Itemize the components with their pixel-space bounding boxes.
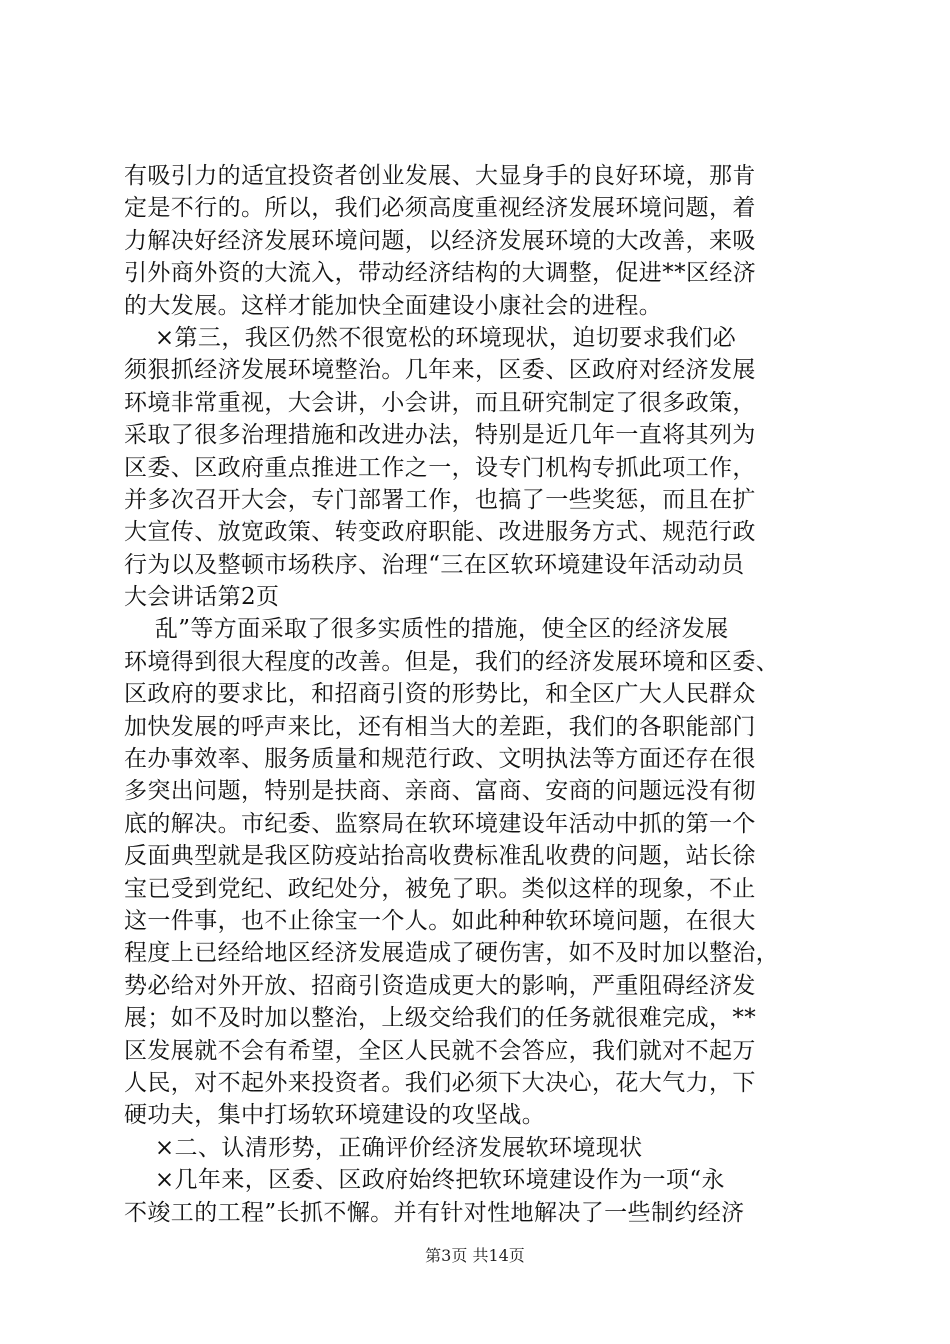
text-line: 并多次召开大会，专门部署工作，也搞了一些奖惩，而且在扩: [124, 486, 756, 513]
text-line: 定是不行的。所以，我们必须高度重视经济发展环境问题，着: [124, 195, 756, 222]
text-line: 硬功夫，集中打场软环境建设的攻坚战。: [124, 1102, 546, 1129]
text-line: 反面典型就是我区防疫站抬高收费标准乱收费的问题，站长徐: [124, 843, 756, 870]
text-line: 大宣传、放宽政策、转变政府职能、改进服务方式、规范行政: [124, 519, 756, 546]
text-line: 展；如不及时加以整治，上级交给我们的任务就很难完成，**: [124, 1005, 757, 1032]
text-line: 区发展就不会有希望，全区人民就不会答应，我们就对不起万: [124, 1037, 756, 1064]
text-line: ×第三，我区仍然不很宽松的环境现状，迫切要求我们必: [124, 324, 737, 351]
text-line: 有吸引力的适宜投资者创业发展、大显身手的良好环境，那肯: [124, 163, 756, 189]
text-line: 加快发展的呼声来比，还有相当大的差距，我们的各职能部门: [124, 713, 756, 740]
text-line: 不竣工的工程”长抓不懈。并有针对性地解决了一些制约经济: [124, 1199, 745, 1226]
text-line: 环境非常重视，大会讲，小会讲，而且研究制定了很多政策，: [124, 389, 756, 416]
text-line: ×几年来，区委、区政府始终把软环境建设作为一项“永: [124, 1167, 725, 1194]
text-line: 采取了很多治理措施和改进办法，特别是近几年一直将其列为: [124, 422, 756, 449]
text-line: 大会讲话第2页: [124, 584, 280, 611]
text-line: 乱”等方面采取了很多实质性的措施，使全区的经济发展: [124, 616, 729, 643]
body-text: [124, 160, 834, 1229]
text-line: ×二、认清形势，正确评价经济发展软环境现状: [124, 1134, 643, 1161]
text-line: 多突出问题，特别是扶商、亲商、富商、安商的问题远没有彻: [124, 778, 756, 805]
text-line: 宝已受到党纪、政纪处分，被免了职。类似这样的现象，不止: [124, 875, 756, 902]
text-line: 区政府的要求比，和招商引资的形势比，和全区广大人民群众: [124, 681, 756, 708]
text-line: 的大发展。这样才能加快全面建设小康社会的进程。: [124, 292, 663, 319]
text-line: 须狠抓经济发展环境整治。几年来，区委、区政府对经济发展: [124, 357, 756, 384]
text-line: 环境得到很大程度的改善。但是，我们的经济发展环境和区委、: [124, 648, 780, 675]
text-line: 底的解决。市纪委、监察局在软环境建设年活动中抓的第一个: [124, 810, 756, 837]
text-line: 行为以及整顿市场秩序、治理“三在区软环境建设年活动动员: [124, 551, 745, 578]
text-line: 势必给对外开放、招商引资造成更大的影响，严重阻碍经济发: [124, 972, 756, 999]
text-line: 人民，对不起外来投资者。我们必须下大决心，花大气力，下: [124, 1069, 756, 1096]
text-line: 引外商外资的大流入，带动经济结构的大调整，促进**区经济: [124, 260, 757, 287]
text-line: 程度上已经给地区经济发展造成了硬伤害，如不及时加以整治，: [124, 940, 780, 967]
text-line: 力解决好经济发展环境问题，以经济发展环境的大改善，来吸: [124, 227, 756, 254]
page-footer: 第3页 共14页: [425, 1246, 525, 1265]
text-line: 在办事效率、服务质量和规范行政、文明执法等方面还存在很: [124, 746, 756, 773]
text-line: 这一件事，也不止徐宝一个人。如此种种软环境问题，在很大: [124, 907, 756, 934]
text-line: 区委、区政府重点推进工作之一，设专门机构专抓此项工作，: [124, 454, 756, 481]
